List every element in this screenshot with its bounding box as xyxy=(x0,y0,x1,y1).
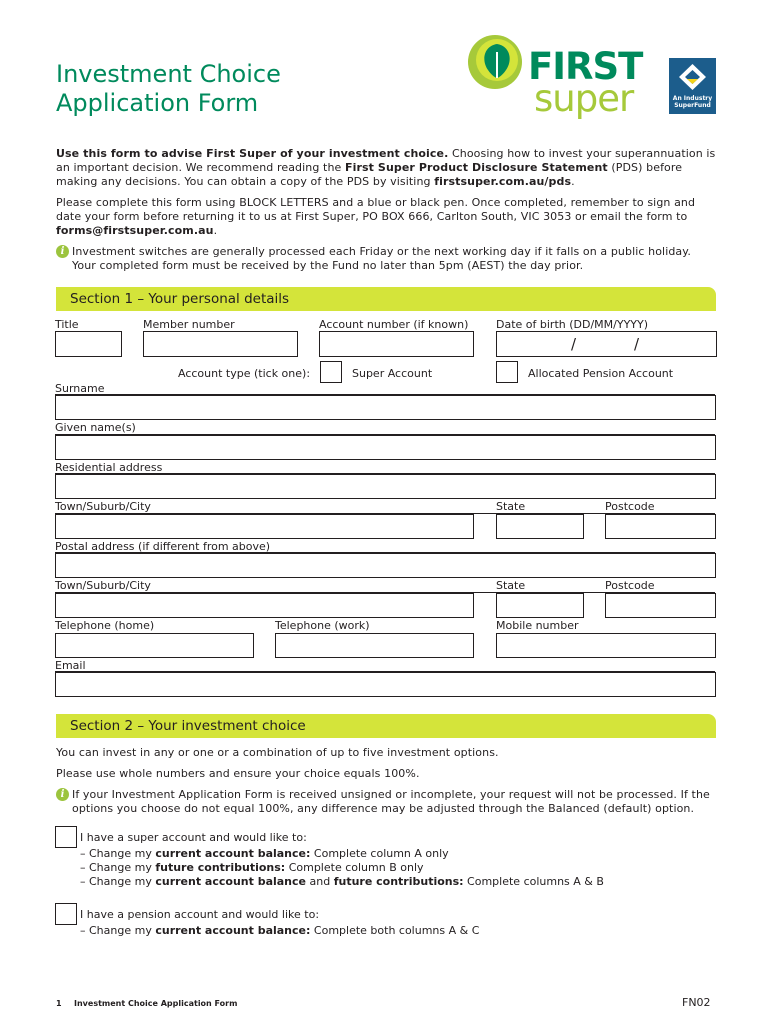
postal-postcode-field[interactable] xyxy=(605,593,716,618)
leaf-logo-icon xyxy=(466,34,524,90)
town-label: Town/Suburb/City xyxy=(55,500,151,513)
surname-label: Surname xyxy=(55,382,105,395)
postcode-field[interactable] xyxy=(605,514,716,539)
intro-note: Investment switches are generally processed each Friday or the next working day if it falls on a public holiday. Your completed form must be received by the Fund no later than 5pm (AEST) the day prior. xyxy=(72,245,691,272)
section-2-heading: Section 2 – Your investment choice xyxy=(56,714,716,738)
section-1-heading: Section 1 – Your personal details xyxy=(56,287,716,311)
super-account-checkbox[interactable] xyxy=(320,361,342,383)
town-label: Town/Suburb/City xyxy=(55,579,151,592)
email-link[interactable]: forms@firstsuper.com.au xyxy=(56,224,214,237)
postal-town-field[interactable] xyxy=(55,593,474,618)
list-item: – Change my future contributions: Complete column B only xyxy=(80,861,424,874)
email-label: Email xyxy=(55,659,86,672)
dob-field[interactable] xyxy=(496,331,717,357)
intro-paragraph-1: Use this form to advise First Super of your investment choice. Choosing how to invest your superannuation is an important decision. We recommend reading the First Super Product Disclosure Statement (PDS) before making any decisions. You can obtain a copy of the PDS by visiting firstsuper.com.au/pds. xyxy=(56,147,716,188)
member-number-label: Member number xyxy=(143,318,235,331)
page-title: Investment Choice Application Form xyxy=(56,60,281,117)
postal-address-label: Postal address (if different from above) xyxy=(55,540,271,553)
member-number-field[interactable] xyxy=(143,331,298,357)
pension-option-label: I have a pension account and would like to: xyxy=(80,908,320,921)
account-type-label: Account type (tick one): xyxy=(178,367,311,380)
postal-address-field[interactable] xyxy=(55,553,716,578)
town-field[interactable] xyxy=(55,514,474,539)
title-field[interactable] xyxy=(55,331,122,357)
badge-text-line2: SuperFund xyxy=(674,102,711,109)
badge-text-line1: An Industry xyxy=(672,95,713,102)
given-names-field[interactable] xyxy=(55,435,716,460)
account-number-label: Account number (if known) xyxy=(319,318,469,331)
postcode-label: Postcode xyxy=(605,500,655,513)
pension-account-option-checkbox[interactable] xyxy=(55,903,77,925)
pds-link[interactable]: firstsuper.com.au/pds xyxy=(434,175,572,188)
given-names-label: Given name(s) xyxy=(55,421,136,434)
intro-paragraph-2: Please complete this form using BLOCK LETTERS and a blue or black pen. Once completed, remember to sign and date your form before returning it to us at First Super, PO BOX 666, Carlton South, VIC 3053 or email the form to forms@firstsuper.com.au. xyxy=(56,196,696,237)
title-label: Title xyxy=(55,318,79,331)
telephone-home-label: Telephone (home) xyxy=(55,619,155,632)
allocated-pension-checkbox[interactable] xyxy=(496,361,518,383)
postal-state-field[interactable] xyxy=(496,593,584,618)
state-label: State xyxy=(496,579,526,592)
pension-option-list xyxy=(80,924,479,938)
postcode-label: Postcode xyxy=(605,579,655,592)
form-code: FN02 xyxy=(682,996,711,1009)
section-2-paragraph-1: You can invest in any or one or a combination of up to five investment options. xyxy=(56,746,499,759)
section-2-note: If your Investment Application Form is received unsigned or incomplete, your request will not be processed. If the options you choose do not equal 100%, any difference may be adjusted through the Balanced (default) option. xyxy=(72,788,710,815)
logo-super-text: super xyxy=(534,77,634,120)
super-option-list xyxy=(80,847,604,889)
allocated-pension-label: Allocated Pension Account xyxy=(528,367,674,380)
page-number: 1 xyxy=(56,999,62,1008)
first-super-logo xyxy=(466,32,642,124)
dob-separator: / xyxy=(571,335,577,353)
dob-label: Date of birth (DD/MM/YYYY) xyxy=(496,318,649,331)
list-item: – Change my current account balance: Complete both columns A & C xyxy=(80,924,480,937)
logo-first-text: FIRST xyxy=(528,45,643,88)
mobile-number-label: Mobile number xyxy=(496,619,579,632)
info-icon: i xyxy=(56,788,69,801)
badge-diamond-icon xyxy=(677,62,708,92)
footer-doc-title: Investment Choice Application Form xyxy=(74,999,238,1008)
telephone-home-field[interactable] xyxy=(55,633,254,658)
residential-address-field[interactable] xyxy=(55,474,716,499)
email-field[interactable] xyxy=(55,672,716,697)
account-number-field[interactable] xyxy=(319,331,474,357)
list-item: – Change my current account balance: Complete column A only xyxy=(80,847,449,860)
info-icon: i xyxy=(56,245,69,258)
residential-address-label: Residential address xyxy=(55,461,163,474)
list-item: – Change my current account balance and future contributions: Complete columns A & B xyxy=(80,875,604,888)
super-option-label: I have a super account and would like to: xyxy=(80,831,307,844)
dob-separator: / xyxy=(634,335,640,353)
telephone-work-field[interactable] xyxy=(275,633,474,658)
state-label: State xyxy=(496,500,526,513)
industry-superfund-badge xyxy=(669,58,716,114)
super-account-label: Super Account xyxy=(352,367,433,380)
surname-field[interactable] xyxy=(55,395,716,420)
super-account-option-checkbox[interactable] xyxy=(55,826,77,848)
mobile-number-field[interactable] xyxy=(496,633,716,658)
section-2-paragraph-2: Please use whole numbers and ensure your choice equals 100%. xyxy=(56,767,420,780)
telephone-work-label: Telephone (work) xyxy=(275,619,370,632)
state-field[interactable] xyxy=(496,514,584,539)
